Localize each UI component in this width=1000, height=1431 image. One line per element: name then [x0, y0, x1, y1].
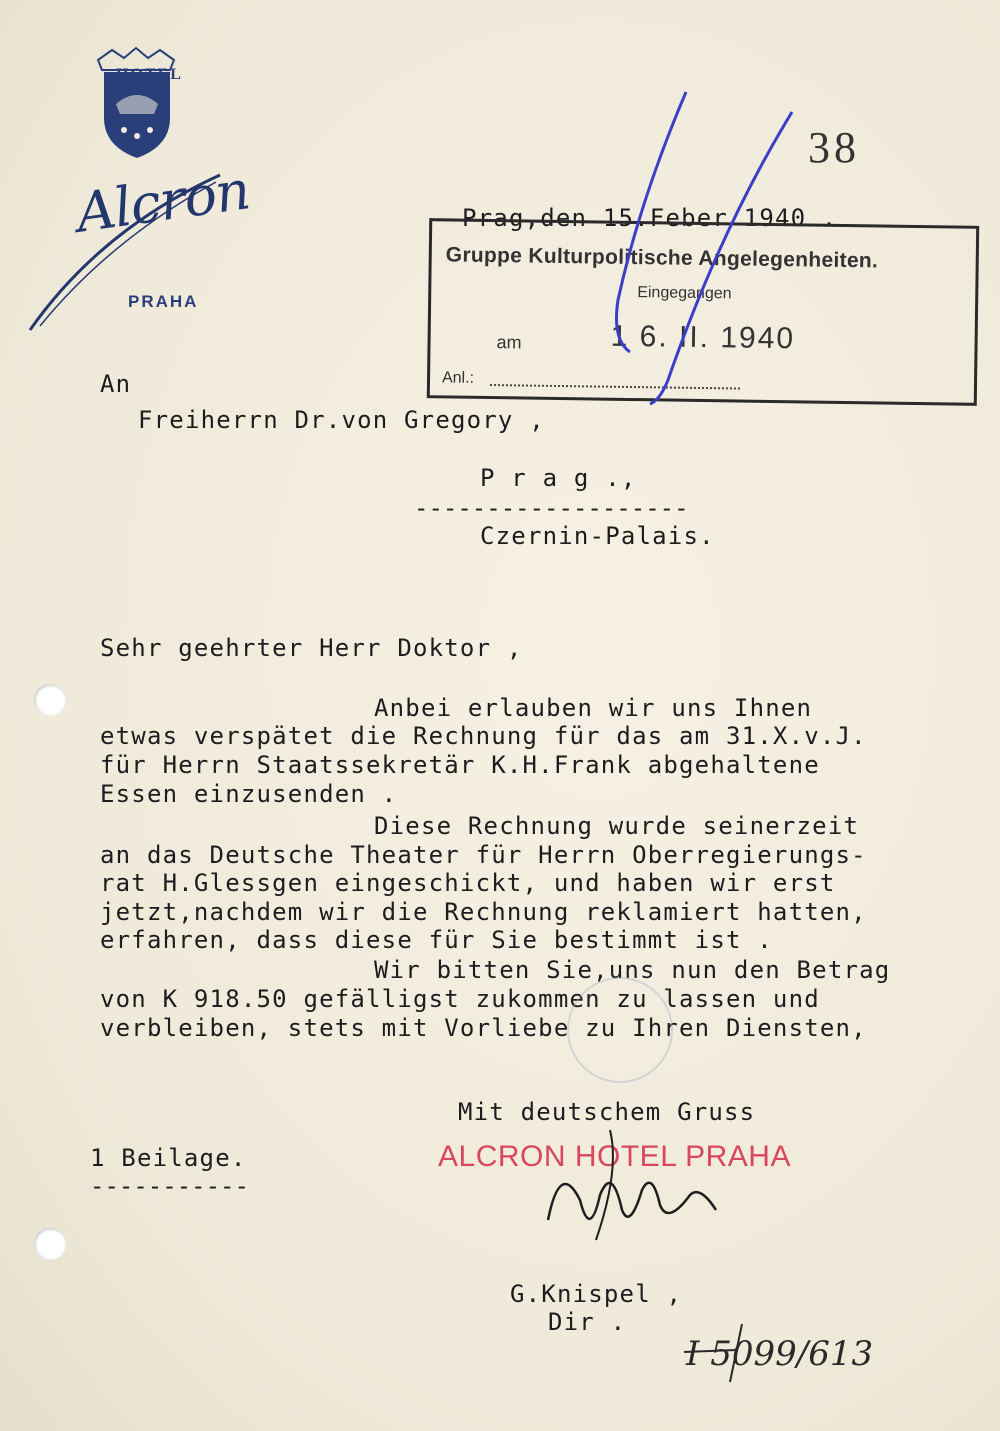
reference-stroke	[684, 1350, 736, 1352]
stamp-received-label: Eingegangen	[637, 284, 732, 303]
body-line: rat H.Glessgen eingeschickt, und haben wir erst	[100, 869, 836, 897]
body-line: Diese Rechnung wurde seinerzeit	[374, 812, 860, 840]
recipient-city-underline: -------------------	[414, 494, 689, 522]
logo-brand-name: Alcron	[72, 158, 254, 245]
blue-pen-mark	[617, 92, 687, 352]
handwritten-reference: I 5099/613	[686, 1334, 874, 1374]
signature	[548, 1183, 716, 1220]
company-stamp: ALCRON HOTEL PRAHA	[438, 1140, 791, 1173]
recipient-to: An	[100, 370, 132, 398]
body-line: Essen einzusenden .	[100, 780, 398, 808]
stamp-anl-label: Anl.:	[441, 369, 475, 387]
body-line: für Herrn Staatssekretär K.H.Frank abgehaltene	[100, 751, 820, 779]
stamp-date: 1 6. II. 1940	[610, 319, 796, 356]
enclosure-underline: -----------	[90, 1172, 249, 1200]
blue-pen-mark	[650, 112, 792, 404]
recipient-city: P r a g .,	[480, 464, 637, 492]
signer-name: G.Knispel ,	[510, 1280, 683, 1308]
recipient-address: Czernin-Palais.	[480, 522, 715, 550]
logo-city: PRAHA	[128, 292, 199, 311]
body-line: Anbei erlauben wir uns Ihnen	[374, 694, 813, 722]
closing: Mit deutschem Gruss	[458, 1098, 756, 1126]
archive-number: 38	[808, 123, 860, 172]
body-line: erfahren, dass diese für Sie bestimmt ist .	[100, 926, 773, 954]
body-line: etwas verspätet die Rechnung für das am 31.X.v.J.	[100, 722, 867, 750]
body-line: verbleiben, stets mit Vorliebe zu Ihren Diensten,	[100, 1014, 867, 1042]
logo-hotel-word: HOTEL	[116, 66, 183, 83]
enclosure: 1 Beilage.	[90, 1144, 247, 1172]
stamp-am-label: am	[496, 332, 522, 353]
salutation: Sehr geehrter Herr Doktor ,	[100, 634, 523, 662]
signer-title: Dir .	[548, 1308, 627, 1336]
body-line: von K 918.50 gefälligst zukommen zu lassen und	[100, 985, 820, 1013]
body-line: Wir bitten Sie,uns nun den Betrag	[374, 956, 891, 984]
place-date: Prag,den 15.Feber 1940 .	[462, 204, 838, 232]
recipient-name: Freiherrn Dr.von Gregory ,	[138, 406, 545, 434]
stamp-title: Gruppe Kulturpolitische Angelegenheiten.	[445, 243, 879, 273]
body-line: an das Deutsche Theater für Herrn Oberregierungs-	[100, 841, 867, 869]
body-line: jetzt,nachdem wir die Rechnung reklamiert hatten,	[100, 898, 867, 926]
faint-seal	[568, 978, 672, 1082]
reference-stroke	[730, 1324, 742, 1382]
